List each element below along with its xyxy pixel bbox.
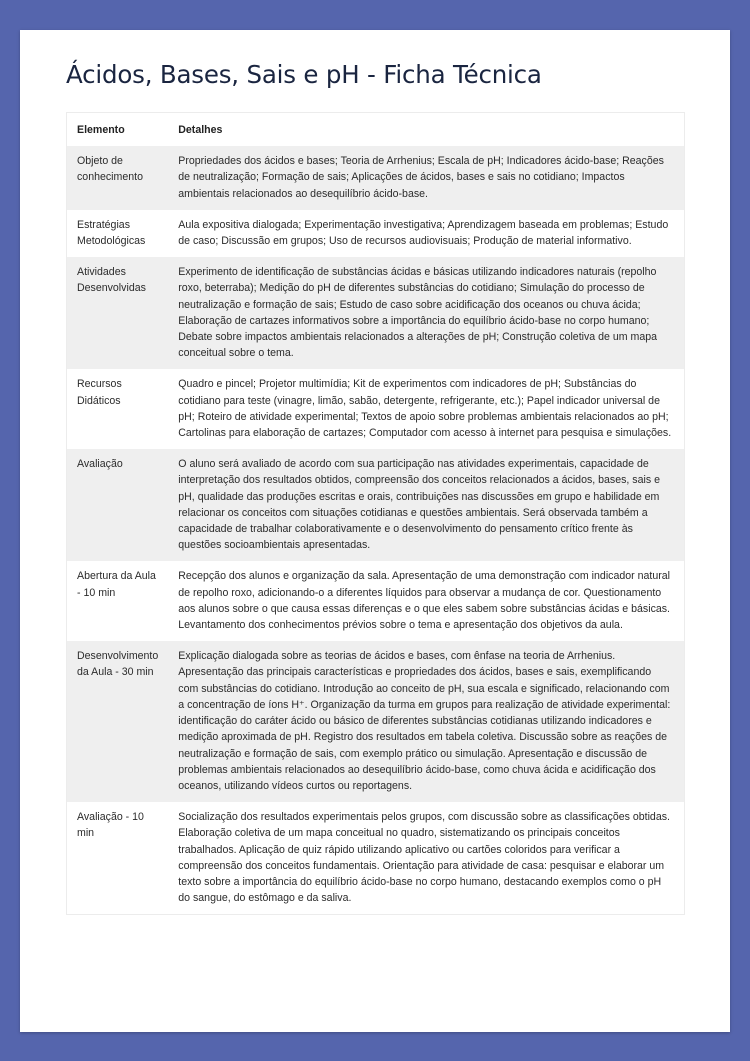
row-element: Avaliação [67, 449, 169, 561]
table-header-row [67, 113, 685, 147]
row-details: Propriedades dos ácidos e bases; Teoria de Arrhenius; Escala de pH; Indicadores ácido-base; Reações de neutralização; Formação de sais; Aplicações de ácidos, bases e sais no cotidiano; Impactos ambientais relacionados ao desequilíbrio ácido-base. [168, 146, 684, 210]
row-element: Objeto de conhecimento [67, 146, 169, 210]
header-details: Detalhes [168, 113, 684, 147]
technical-sheet-table [66, 112, 685, 915]
table-row [67, 802, 685, 915]
table-row [67, 146, 685, 210]
page-title: Ácidos, Bases, Sais e pH - Ficha Técnica [66, 60, 542, 89]
row-details: Recepção dos alunos e organização da sala. Apresentação de uma demonstração com indicador natural de repolho roxo, adicionando-o a diferentes líquidos para observar a mudança de cor. Questionamento aos alunos sobre o que causa essas diferenças e o que eles sabem sobre substâncias ácidas e básicas. Levantamento dos conhecimentos prévios sobre o tema e apresentação dos objetivos da aula. [168, 561, 684, 641]
document-page [20, 30, 730, 1032]
row-element: Avaliação - 10 min [67, 802, 169, 915]
row-element: Recursos Didáticos [67, 369, 169, 449]
row-element: Desenvolvimento da Aula - 30 min [67, 641, 169, 802]
table-row [67, 561, 685, 641]
row-element: Atividades Desenvolvidas [67, 257, 169, 369]
row-details: O aluno será avaliado de acordo com sua participação nas atividades experimentais, capacidade de interpretação dos resultados obtidos, compreensão dos conceitos relacionados a ácidos, bases, sais e pH, qualidade das produções escritas e orais, contribuições nas discussões em grupo e habilidade em relacionar os conceitos com situações cotidianas e questões ambientais. Será observada também a capacidade de trabalhar colaborativamente e o desenvolvimento do pensamento crítico frente às questões socioambientais apresentadas. [168, 449, 684, 561]
header-element: Elemento [67, 113, 169, 147]
table-row [67, 257, 685, 369]
row-element: Estratégias Metodológicas [67, 210, 169, 257]
table-row [67, 369, 685, 449]
table-row [67, 641, 685, 802]
row-details: Aula expositiva dialogada; Experimentação investigativa; Aprendizagem baseada em problemas; Estudo de caso; Discussão em grupos; Uso de recursos audiovisuais; Produção de material informativo. [168, 210, 684, 257]
table-row [67, 449, 685, 561]
row-details: Socialização dos resultados experimentais pelos grupos, com discussão sobre as classificações obtidas. Elaboração coletiva de um mapa conceitual no quadro, sistematizando os principais conceitos trabalhados. Aplicação de quiz rápido utilizando aplicativo ou cartões coloridos para verificar a compreensão dos conceitos fundamentais. Orientação para atividade de casa: pesquisar e elaborar um texto sobre a importância do equilíbrio ácido-base no corpo humano, destacando exemplos como o pH do sangue, do estômago e da saliva. [168, 802, 684, 915]
row-element: Abertura da Aula - 10 min [67, 561, 169, 641]
row-details: Explicação dialogada sobre as teorias de ácidos e bases, com ênfase na teoria de Arrhenius. Apresentação das principais características e propriedades dos ácidos, bases e sais, exemplificando com substâncias do cotidiano. Introdução ao conceito de pH, sua escala e significado, relacionando com a concentração de íons H⁺. Organização da turma em grupos para realização de atividade experimental: identificação do caráter ácido ou básico de diferentes substâncias cotidianas utilizando indicadores e medição aproximada de pH. Registro dos resultados em tabela coletiva. Discussão sobre as reações de neutralização e formação de sais, com exemplo prático ou simulação. Apresentação e discussão de problemas ambientais relacionados ao desequilíbrio ácido-base, como chuva ácida e acidificação dos oceanos, utilizando vídeos curtos ou reportagens. [168, 641, 684, 802]
row-details: Quadro e pincel; Projetor multimídia; Kit de experimentos com indicadores de pH; Substâncias do cotidiano para teste (vinagre, limão, sabão, detergente, refrigerante, etc.); Papel indicador universal de pH; Roteiro de atividade experimental; Textos de apoio sobre problemas ambientais relacionados ao pH; Cartolinas para elaboração de cartazes; Computador com acesso à internet para pesquisa e simulações. [168, 369, 684, 449]
table-row [67, 210, 685, 257]
row-details: Experimento de identificação de substâncias ácidas e básicas utilizando indicadores naturais (repolho roxo, beterraba); Medição do pH de diferentes substâncias do cotidiano; Simulação do processo de neutralização e formação de sais; Estudo de caso sobre acidificação dos oceanos ou chuva ácida; Elaboração de cartazes informativos sobre a importância do equilíbrio ácido-base no corpo humano; Debate sobre impactos ambientais relacionados a alterações de pH; Construção coletiva de um mapa conceitual sobre o tema. [168, 257, 684, 369]
